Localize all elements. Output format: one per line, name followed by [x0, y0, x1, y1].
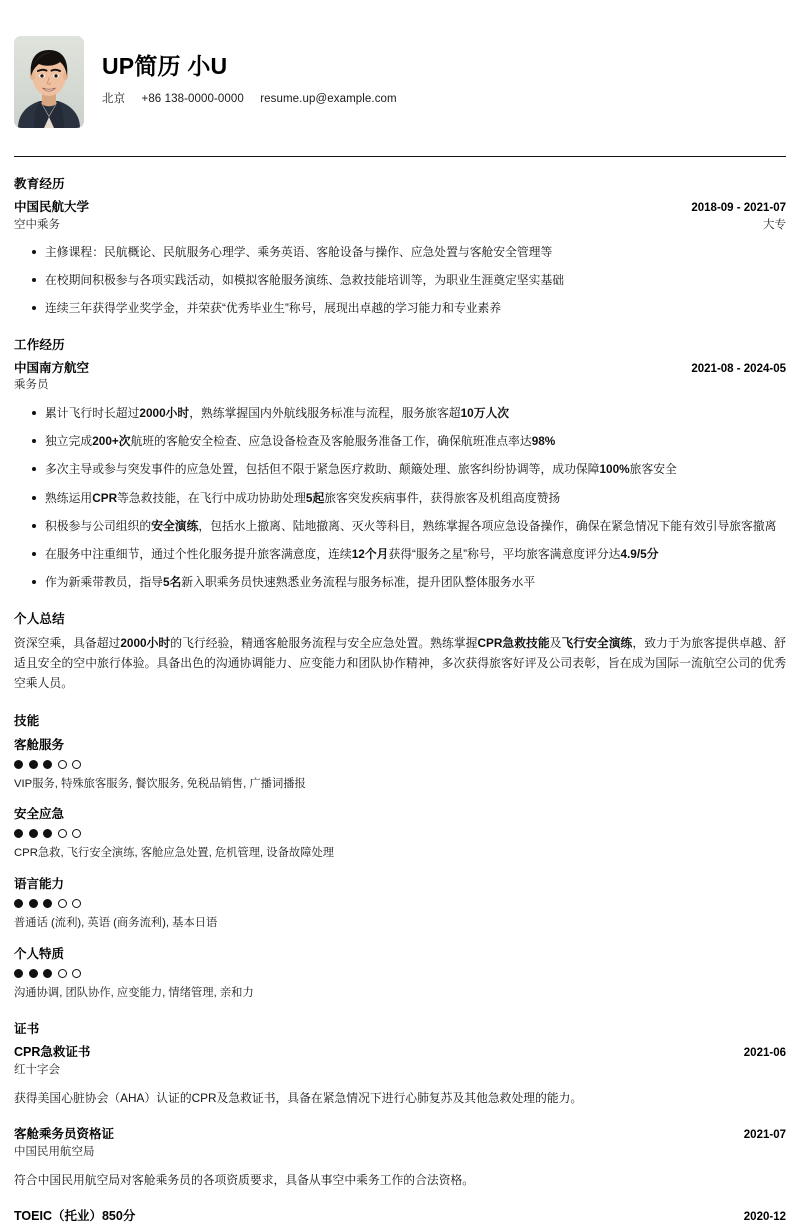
summary-text-run: 的飞行经验，精通客舱服务流程与安全应急处置。熟练掌握: [170, 635, 478, 650]
bullet-highlight: 安全演练: [151, 518, 199, 533]
rating-pip-empty-icon: [58, 760, 67, 769]
rating-pip-filled-icon: [29, 969, 38, 978]
education-entry-header: [14, 198, 786, 217]
rating-pip-filled-icon: [43, 969, 52, 978]
section-title-certificates: 证书: [14, 1022, 40, 1037]
work-bullet: [14, 545, 786, 563]
contact-phone: +86 138-0000-0000: [141, 93, 244, 106]
work-bullet: [14, 489, 786, 507]
section-title-education: 教育经历: [14, 177, 65, 191]
education-entry: [14, 198, 786, 318]
bullet-text: 航班的客舱安全检查、应急设备检查及客舱服务准备工作，确保航班准点率达: [130, 433, 532, 448]
certificate-description: 获得美国心脏协会（AHA）认证的CPR及急救证书，具备在紧急情况下进行心肺复苏及其他急救处理的能力。: [14, 1091, 583, 1106]
rating-pip-filled-icon: [29, 899, 38, 908]
certificate-entry: [14, 1125, 786, 1190]
section-education: [14, 174, 786, 318]
rating-pip-empty-icon: [58, 829, 67, 838]
rating-pip-empty-icon: [72, 969, 81, 978]
work-bullet: [14, 432, 786, 450]
work-bullet: [14, 573, 786, 591]
rating-pip-filled-icon: [43, 829, 52, 838]
bullet-dot-icon: [32, 552, 36, 556]
resume-header: [14, 30, 786, 128]
certificate-entry: [14, 1043, 786, 1108]
rating-pip-filled-icon: [43, 899, 52, 908]
certificate-date: 2020-12: [743, 1210, 786, 1223]
section-title-summary: 个人总结: [14, 611, 65, 626]
skill-group-list: [14, 735, 786, 1003]
rating-pip-empty-icon: [58, 899, 67, 908]
summary-text-run: 资深空乘，具备超过: [14, 635, 121, 650]
bullet-text: 连续三年获得学业奖学金，并荣获“优秀毕业生”称号，展现出卓越的学习能力和专业素养: [45, 301, 502, 316]
skill-items: CPR急救, 飞行安全演练, 客舱应急处置, 危机管理, 设备故障处理: [14, 847, 335, 860]
bullet-highlight: CPR: [92, 490, 118, 505]
summary-paragraph: [14, 633, 786, 694]
bullet-dot-icon: [32, 250, 36, 254]
bullet-text: ，熟练掌握国内外航线服务标准与流程，服务旅客超: [189, 405, 461, 420]
work-role: 乘务员: [14, 379, 49, 392]
skill-items: 沟通协调, 团队协作, 应变能力, 情绪管理, 亲和力: [14, 987, 254, 1000]
section-skills: [14, 711, 786, 1003]
education-major: 空中乘务: [14, 218, 60, 231]
rating-pip-filled-icon: [14, 760, 23, 769]
skill-rating: [14, 969, 786, 978]
certificate-list: [14, 1043, 786, 1225]
contact-email: resume.up@example.com: [260, 93, 397, 106]
bullet-highlight: 5名: [162, 575, 182, 590]
education-degree: 大专: [763, 218, 786, 231]
certificate-header: [14, 1207, 786, 1226]
certificate-description: 符合中国民用航空局对客舱乘务员的各项资质要求，具备从事空中乘务工作的合法资格。: [14, 1172, 475, 1187]
bullet-highlight: 2000小时: [139, 405, 190, 420]
bullet-text: 获得“服务之星”称号，平均旅客满意度评分达: [388, 547, 621, 562]
bullet-text: 在校期间积极参与各项实践活动，如模拟客舱服务演练、急救技能培训等，为职业生涯奠定坚实基础: [45, 273, 565, 288]
certificate-header: [14, 1043, 786, 1062]
section-title-work: 工作经历: [14, 337, 65, 352]
bullet-text: 旅客安全: [629, 462, 677, 477]
rating-pip-filled-icon: [29, 760, 38, 769]
education-bullet: [14, 299, 786, 317]
work-date: 2021-08 - 2024-05: [691, 362, 786, 375]
skill-rating: [14, 829, 786, 838]
skill-items: 普通话 (流利), 英语 (商务流利), 基本日语: [14, 917, 218, 930]
rating-pip-empty-icon: [72, 829, 81, 838]
portrait-photo-icon: [14, 36, 84, 128]
rating-pip-filled-icon: [14, 899, 23, 908]
skill-group: [14, 874, 786, 932]
bullet-highlight: 98%: [531, 433, 556, 448]
bullet-text: 作为新乘带教员，指导: [45, 575, 163, 590]
bullet-dot-icon: [32, 306, 36, 310]
bullet-highlight: 4.9/5分: [620, 547, 659, 562]
skill-items: VIP服务, 特殊旅客服务, 餐饮服务, 免税品销售, 广播词播报: [14, 777, 306, 790]
bullet-dot-icon: [32, 524, 36, 528]
certificate-name: TOEIC（托业）850分: [14, 1208, 136, 1223]
bullet-highlight: 100%: [599, 462, 630, 477]
certificate-date: 2021-06: [743, 1047, 786, 1060]
education-bullet: [14, 243, 786, 261]
bullet-dot-icon: [32, 439, 36, 443]
bullet-highlight: 200+次: [92, 433, 131, 448]
work-bullet: [14, 517, 786, 535]
bullet-text: 独立完成: [45, 433, 93, 448]
bullet-dot-icon: [32, 278, 36, 282]
bullet-text: 累计飞行时长超过: [45, 405, 140, 420]
education-date: 2018-09 - 2021-07: [691, 202, 786, 214]
work-bullet-list: [14, 404, 786, 592]
work-bullet: [14, 460, 786, 478]
skill-group: [14, 735, 786, 793]
work-company: 中国南方航空: [14, 360, 90, 375]
skill-group-name: 安全应急: [14, 807, 65, 822]
rating-pip-empty-icon: [58, 969, 67, 978]
bullet-text: 积极参与公司组织的: [45, 518, 152, 533]
skill-group: [14, 944, 786, 1002]
candidate-name: UP简历 小U: [102, 52, 228, 79]
education-bullet-list: [14, 243, 786, 318]
certificate-date: 2021-07: [743, 1129, 786, 1142]
bullet-text: ，包括水上撤离、陆地撤离、灭火等科目，熟练掌握各项应急设备操作，确保在紧急情况下能有效引导旅客撤离: [198, 518, 777, 533]
skill-group: [14, 804, 786, 862]
certificate-name: 客舱乘务员资格证: [14, 1127, 115, 1142]
certificate-name: CPR急救证书: [14, 1045, 91, 1060]
header-divider: [14, 156, 786, 157]
rating-pip-filled-icon: [14, 969, 23, 978]
work-entry-subheader: [14, 377, 786, 394]
rating-pip-filled-icon: [43, 760, 52, 769]
summary-highlight: 2000小时: [120, 635, 171, 650]
section-summary: [14, 609, 786, 694]
work-entry: [14, 359, 786, 592]
bullet-highlight: 10万人次: [460, 405, 510, 420]
bullet-highlight: 5起: [305, 490, 325, 505]
bullet-dot-icon: [32, 496, 36, 500]
bullet-text: 新入职乘务员快速熟悉业务流程与服务标准，提升团队整体服务水平: [181, 575, 536, 590]
contact-location: 北京: [102, 93, 126, 106]
section-title-skills: 技能: [14, 713, 40, 728]
rating-pip-filled-icon: [29, 829, 38, 838]
bullet-highlight: 12个月: [351, 547, 389, 562]
bullet-text: 旅客突发疾病事件，获得旅客及机组高度赞扬: [324, 490, 561, 505]
skill-group-name: 语言能力: [14, 877, 65, 892]
skill-rating: [14, 760, 786, 769]
contact-line: [102, 90, 397, 106]
summary-highlight: 飞行安全演练: [561, 635, 633, 650]
summary-text-run: ，致力于为旅客提供卓越、舒适且安全的空中旅行体验。具备出色的沟通协调能力、应变能力和团队协作精神，多次获得旅客好评及公司表彰，旨在成为国际一流航空公司的优秀空乘人员。: [14, 635, 786, 691]
bullet-text: 熟练运用: [45, 490, 93, 505]
bullet-text: 在服务中注重细节，通过个性化服务提升旅客满意度，连续: [45, 547, 352, 562]
bullet-text: 主修课程：民航概论、民航服务心理学、乘务英语、客舱设备与操作、应急处置与客舱安全管理等: [45, 244, 553, 259]
bullet-dot-icon: [32, 580, 36, 584]
work-bullet: [14, 404, 786, 422]
skill-group-name: 客舱服务: [14, 737, 65, 752]
rating-pip-filled-icon: [14, 829, 23, 838]
section-certificates: [14, 1019, 786, 1225]
identity-block: [102, 54, 397, 110]
bullet-text: 等急救技能，在飞行中成功协助处理: [117, 490, 306, 505]
skill-rating: [14, 899, 786, 908]
bullet-dot-icon: [32, 411, 36, 415]
certificate-header: [14, 1125, 786, 1144]
bullet-text: 多次主导或参与突发事件的应急处置，包括但不限于紧急医疗救助、颠簸处理、旅客纠纷协调等，成功保障: [45, 462, 600, 477]
summary-highlight: CPR急救技能: [477, 635, 550, 650]
certificate-issuer: 中国民用航空局: [14, 1145, 95, 1158]
summary-text-run: 及: [549, 635, 562, 650]
rating-pip-empty-icon: [72, 760, 81, 769]
rating-pip-empty-icon: [72, 899, 81, 908]
certificate-entry: [14, 1207, 786, 1226]
section-work: [14, 335, 786, 592]
education-school: 中国民航大学: [14, 200, 90, 214]
education-bullet: [14, 271, 786, 289]
bullet-dot-icon: [32, 467, 36, 471]
avatar: [14, 36, 84, 128]
work-entry-header: [14, 359, 786, 378]
certificate-issuer: 红十字会: [14, 1063, 60, 1076]
skill-group-name: 个人特质: [14, 947, 65, 962]
education-entry-subheader: [14, 217, 786, 234]
